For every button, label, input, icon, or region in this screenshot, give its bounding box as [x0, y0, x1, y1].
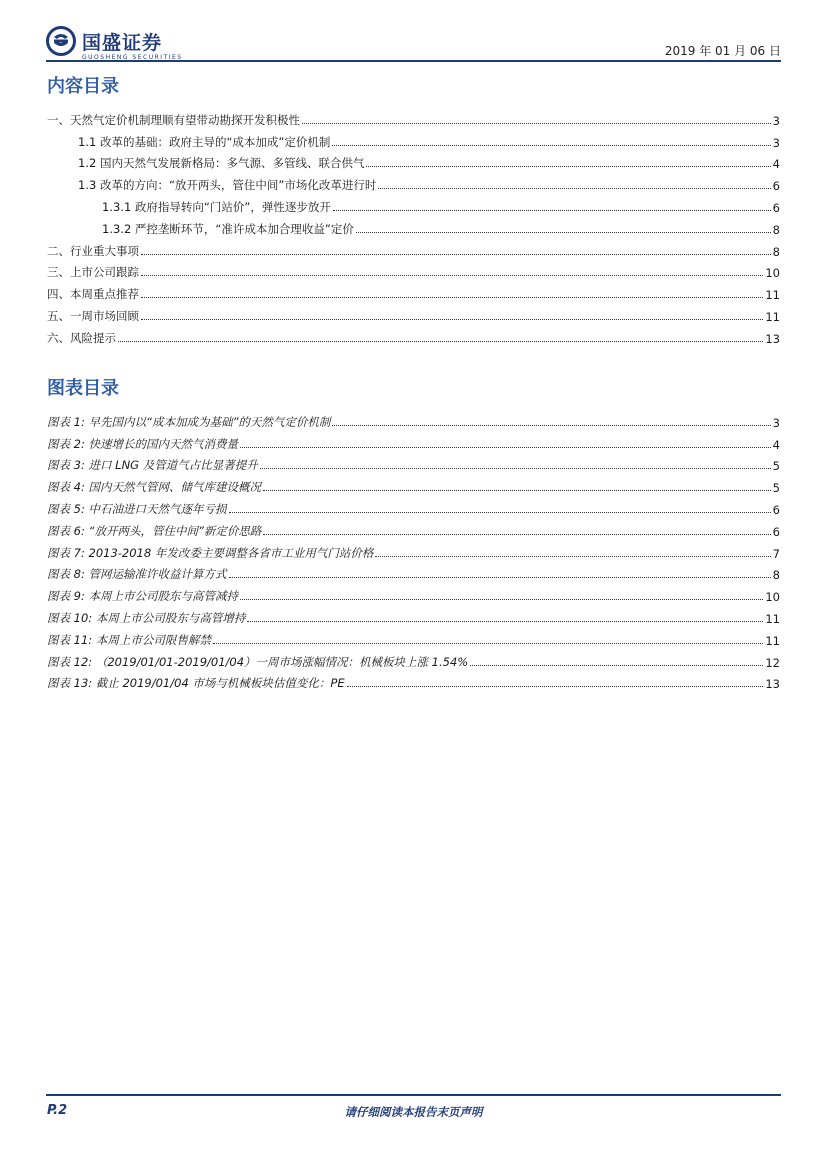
toc-entry-text: 六、风险提示 — [47, 330, 116, 345]
report-date: 2019 年 01 月 06 日 — [664, 44, 781, 58]
toc-entry-text: 一、天然气定价机制理顺有望带动勘探开发积极性 — [47, 112, 300, 127]
dot-leader — [141, 297, 763, 298]
toc-entry-page: 10 — [765, 266, 780, 281]
figure-entry-page: 3 — [772, 415, 780, 430]
toc-entry-page: 4 — [772, 157, 780, 172]
dot-leader — [302, 123, 771, 124]
dot-leader — [229, 512, 771, 513]
toc-entry-text: 1.3.2 严控垄断环节，“准许成本加合理收益”定价 — [102, 221, 354, 236]
figure-entry-text: 图表 12: （2019/01/01-2019/01/04）一周市场涨幅情况：机械板块上涨 1.54% — [47, 654, 469, 669]
toc-entry[interactable] — [47, 280, 780, 302]
toc-entry[interactable] — [47, 128, 780, 150]
toc-entry-page: 6 — [772, 179, 780, 194]
toc-entry-text: 四、本周重点推荐 — [47, 287, 139, 302]
toc-entry-text: 五、一周市场回顾 — [47, 308, 139, 323]
dot-leader — [347, 686, 764, 687]
footer-disclaimer: 请仔细阅读本报告末页声明 — [344, 1105, 483, 1119]
figure-entry-page: 11 — [765, 633, 780, 648]
contents-list — [47, 106, 780, 346]
figure-entry-page: 12 — [765, 655, 780, 670]
dot-leader — [378, 188, 770, 189]
figure-entry-page: 13 — [765, 677, 780, 692]
logo-name-en: GUOSHENG SECURITIES — [82, 54, 183, 61]
toc-entry-page: 11 — [765, 309, 780, 324]
dot-leader — [141, 319, 763, 320]
dot-leader — [141, 275, 763, 276]
toc-entry[interactable] — [47, 106, 780, 128]
dot-leader — [333, 210, 771, 211]
figure-entry-text: 图表 1: 早先国内以“成本加成为基础”的天然气定价机制 — [47, 414, 331, 429]
toc-entry-page: 13 — [765, 331, 780, 346]
toc-entry-text: 1.3 改革的方向：“放开两头，管住中间”市场化改革进行时 — [78, 178, 377, 193]
figure-entry[interactable] — [47, 495, 780, 517]
toc-entry[interactable] — [47, 171, 780, 193]
figure-entry-text: 图表 6: “放开两头，管住中间”新定价思路 — [47, 523, 262, 538]
figure-entry-text: 图表 11: 本周上市公司限售解禁 — [47, 632, 211, 647]
figure-entry-page: 7 — [772, 546, 780, 561]
toc-entry-text: 1.2 国内天然气发展新格局：多气源、多管线、联合供气 — [78, 156, 365, 171]
toc-entry[interactable] — [47, 150, 780, 172]
toc-entry[interactable] — [47, 215, 780, 237]
dot-leader — [118, 341, 763, 342]
figure-entry-text: 图表 5: 中石油进口天然气逐年亏损 — [47, 501, 227, 516]
toc-entry-page: 3 — [772, 113, 780, 128]
dot-leader — [247, 621, 763, 622]
figure-entry-page: 8 — [772, 568, 780, 583]
figure-entry[interactable] — [47, 626, 780, 648]
contents-title: 内容目录 — [47, 76, 119, 97]
toc-entry[interactable] — [47, 302, 780, 324]
figure-entry-page: 10 — [765, 590, 780, 605]
page-number: P.2 — [47, 1103, 68, 1118]
logo-mark-icon — [46, 26, 76, 56]
figure-entry[interactable] — [47, 430, 780, 452]
figure-entry[interactable] — [47, 473, 780, 495]
company-logo — [46, 24, 246, 64]
toc-entry-text: 1.1 改革的基础：政府主导的“成本加成”定价机制 — [78, 134, 331, 149]
figure-entry-page: 6 — [772, 502, 780, 517]
header-divider — [46, 60, 781, 62]
toc-entry-page: 6 — [772, 200, 780, 215]
dot-leader — [263, 490, 771, 491]
figure-entry[interactable] — [47, 670, 780, 692]
figure-entry-text: 图表 8: 管网运输准许收益计算方式 — [47, 567, 227, 582]
figure-entry-page: 5 — [772, 481, 780, 496]
figure-entry[interactable] — [47, 648, 780, 670]
toc-entry-page: 8 — [772, 244, 780, 259]
figure-entry-text: 图表 2: 快速增长的国内天然气消费量 — [47, 436, 239, 451]
figure-entry[interactable] — [47, 539, 780, 561]
dot-leader — [332, 425, 770, 426]
figure-entry-text: 图表 9: 本周上市公司股东与高管减持 — [47, 589, 239, 604]
dot-leader — [366, 166, 770, 167]
figure-entry-text: 图表 10: 本周上市公司股东与高管增持 — [47, 610, 246, 625]
dot-leader — [470, 665, 763, 666]
dot-leader — [240, 599, 763, 600]
figure-entry-page: 11 — [765, 611, 780, 626]
figure-entry-text: 图表 7: 2013-2018 年发改委主要调整各省市工业用气门站价格 — [47, 545, 374, 560]
logo-name-cn: 国盛证券 — [82, 32, 163, 54]
toc-entry-text: 二、行业重大事项 — [47, 243, 139, 258]
toc-entry[interactable] — [47, 259, 780, 281]
figure-entry-page: 5 — [772, 459, 780, 474]
figures-list — [47, 408, 780, 691]
figure-entry-page: 4 — [772, 437, 780, 452]
figure-entry-page: 6 — [772, 524, 780, 539]
dot-leader — [263, 534, 770, 535]
figure-entry[interactable] — [47, 561, 780, 583]
toc-entry[interactable] — [47, 237, 780, 259]
figure-entry-text: 图表 13: 截止 2019/01/04 市场与机械板块估值变化：PE — [47, 676, 345, 691]
figure-entry[interactable] — [47, 604, 780, 626]
dot-leader — [375, 556, 770, 557]
dot-leader — [213, 643, 764, 644]
toc-entry-page: 3 — [772, 135, 780, 150]
dot-leader — [229, 577, 771, 578]
figures-title: 图表目录 — [47, 378, 119, 399]
footer-divider — [46, 1094, 781, 1096]
figure-entry-text: 图表 4: 国内天然气管网、储气库建设概况 — [47, 480, 262, 495]
figure-entry-text: 图表 3: 进口 LNG 及管道气占比显著提升 — [47, 458, 258, 473]
dot-leader — [332, 145, 770, 146]
toc-entry-text: 三、上市公司跟踪 — [47, 265, 139, 280]
figure-entry[interactable] — [47, 408, 780, 430]
dot-leader — [260, 468, 771, 469]
figure-entry[interactable] — [47, 517, 780, 539]
dot-leader — [141, 254, 771, 255]
toc-entry[interactable] — [47, 324, 780, 346]
figure-entry[interactable] — [47, 582, 780, 604]
toc-entry-page: 11 — [765, 288, 780, 303]
dot-leader — [240, 447, 771, 448]
toc-entry[interactable] — [47, 193, 780, 215]
dot-leader — [356, 232, 771, 233]
figure-entry[interactable] — [47, 452, 780, 474]
toc-entry-text: 1.3.1 政府指导转向“门站价”，弹性逐步放开 — [102, 199, 331, 214]
toc-entry-page: 8 — [772, 222, 780, 237]
